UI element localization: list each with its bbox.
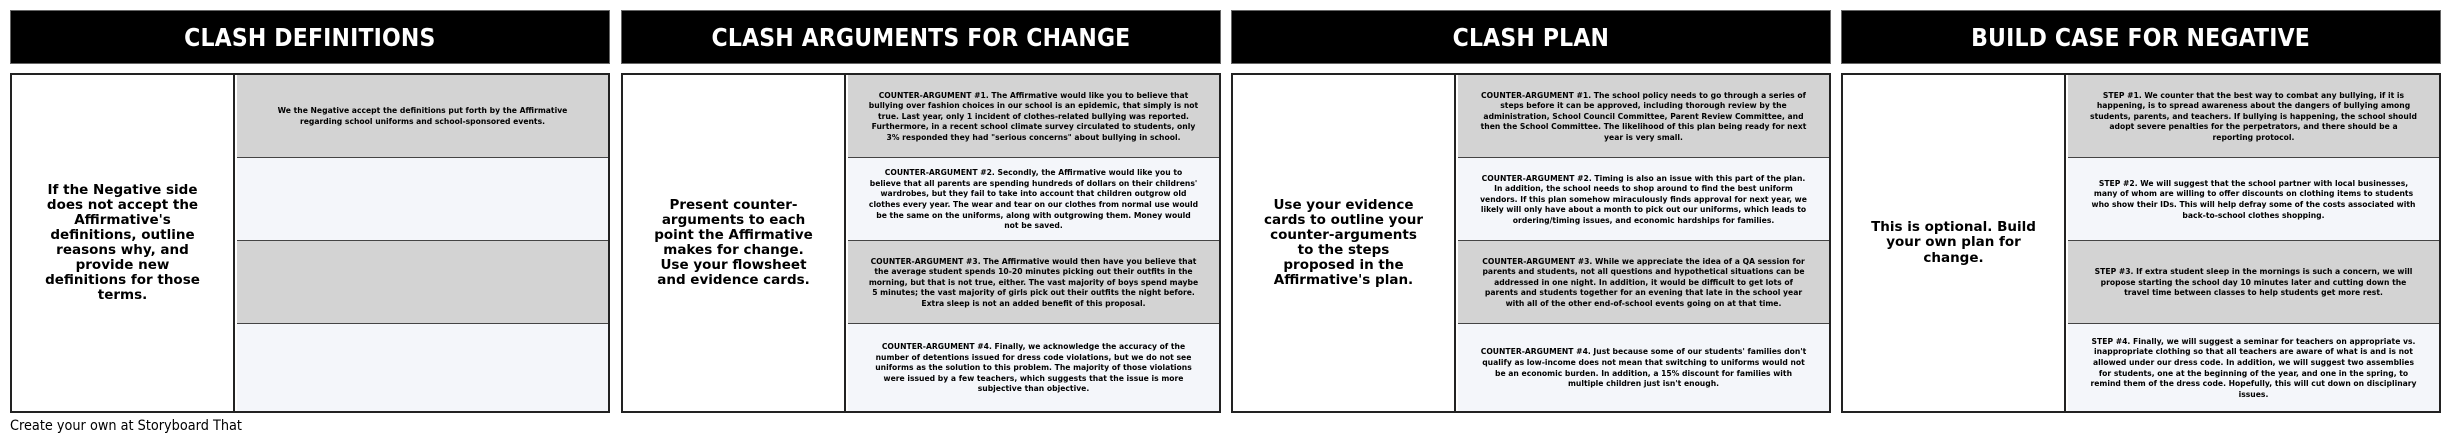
prompt-cell: Use your evidence cards to outline your counter-arguments to the steps proposed in the Affirmative's plan. bbox=[1233, 75, 1456, 411]
column-body bbox=[10, 73, 610, 413]
cell-row-1: COUNTER-ARGUMENT #1. The school policy needs to go through a series of steps before it can be approved, including thorough review by the administration, School Council Committee, Parent Review Committee, and then the School Committee. The likelihood of this plan being ready for next year is very small. bbox=[1458, 75, 1829, 158]
prompt-cell: Present counter-arguments to each point the Affirmative makes for change. Use your flowsheet and evidence cards. bbox=[623, 75, 846, 411]
cell-row-4: STEP #4. Finally, we will suggest a seminar for teachers on appropriate vs. inappropriate clothing so that all teachers are aware of what is and is not allowed under our dress code. In addition, we will suggest two assemblies for students, one at the beginning of the year, and one in the spring, to remind them of the dress code. Hopefully, this will cut down on disciplinary issues. bbox=[2068, 324, 2439, 411]
prompt-cell: This is optional. Build your own plan for change. bbox=[1843, 75, 2066, 411]
cell-row-2 bbox=[237, 158, 608, 241]
cell-row-4: COUNTER-ARGUMENT #4. Just because some of our students' families don't qualify as low-income does not mean that switching to uniforms would not be an economic burden. In addition, a 15% discount for families with multiple children just isn't enough. bbox=[1458, 324, 1829, 411]
cell-row-4: COUNTER-ARGUMENT #4. Finally, we acknowledge the accuracy of the number of detentions issued for dress code violations, but we do not see uniforms as the solution to this problem. The majority of those violations were issued by a few teachers, which suggests that the issue is more subjective than objective. bbox=[848, 324, 1219, 411]
cell-row-3: STEP #3. If extra student sleep in the mornings is such a concern, we will propose starting the school day 10 minutes later and cutting down the travel time between classes to help students get more rest. bbox=[2068, 241, 2439, 324]
cell-row-2: STEP #2. We will suggest that the school partner with local businesses, many of whom are willing to offer discounts on clothing items to students who show their IDs. This will help defray some of the costs associated with back-to-school clothes shopping. bbox=[2068, 158, 2439, 241]
cell-row-1: We the Negative accept the definitions put forth by the Affirmative regarding school uniforms and school-sponsored events. bbox=[237, 75, 608, 158]
column-header: BUILD CASE FOR NEGATIVE bbox=[1841, 10, 2441, 64]
column-body bbox=[621, 73, 1221, 413]
cell-row-1: STEP #1. We counter that the best way to combat any bullying, if it is happening, is to spread awareness about the dangers of bullying among students, parents, and teachers. If bullying is happening, the school should adopt severe penalties for the perpetrators, and there should be a reporting protocol. bbox=[2068, 75, 2439, 158]
column-header: CLASH PLAN bbox=[1231, 10, 1831, 64]
column-clash-plan bbox=[1231, 10, 1831, 412]
cell-row-1: COUNTER-ARGUMENT #1. The Affirmative would like you to believe that bullying over fashion choices in our school is an epidemic, that simply is not true. Last year, only 1 incident of clothes-related bullying was reported. Furthermore, in a recent school climate survey circulated to students, only 3% responded they had "serious concerns" about bullying in school. bbox=[848, 75, 1219, 158]
prompt-cell: If the Negative side does not accept the Affirmative's definitions, outline reasons why, and provide new definitions for those terms. bbox=[12, 75, 235, 411]
column-clash-definitions bbox=[10, 10, 610, 412]
footer-credit[interactable]: Create your own at Storyboard That bbox=[10, 418, 242, 434]
cells-stack bbox=[237, 75, 608, 411]
cell-row-3: COUNTER-ARGUMENT #3. While we appreciate the idea of a QA session for parents and students, not all questions and hypothetical situations can be addressed in one night. In addition, it would be difficult to get lots of parents and students together for an evening that late in the school year with all of the other end-of-school events going on at that time. bbox=[1458, 241, 1829, 324]
column-clash-arguments-for-change bbox=[621, 10, 1221, 412]
cell-row-2: COUNTER-ARGUMENT #2. Secondly, the Affirmative would like you to believe that all parents are spending hundreds of dollars on their childrens' wardrobes, but they fail to take into account that children outgrow old clothes every year. The wear and tear on our clothes from normal use would be the same on the uniforms, along with outgrowing them. Money would not be saved. bbox=[848, 158, 1219, 241]
column-build-case-for-negative bbox=[1841, 10, 2441, 412]
column-header: CLASH ARGUMENTS FOR CHANGE bbox=[621, 10, 1221, 64]
cells-stack bbox=[2068, 75, 2439, 411]
cell-row-4 bbox=[237, 324, 608, 411]
column-body bbox=[1841, 73, 2441, 413]
cell-row-3: COUNTER-ARGUMENT #3. The Affirmative would then have you believe that the average student spends 10-20 minutes picking out their outfits in the morning, but that is not true, either. The vast majority of boys spend maybe 5 minutes; the vast majority of girls pick out their outfits the night before. Extra sleep is not an added benefit of this proposal. bbox=[848, 241, 1219, 324]
column-body bbox=[1231, 73, 1831, 413]
cell-row-2: COUNTER-ARGUMENT #2. Timing is also an issue with this part of the plan. In addition, the school needs to shop around to find the best uniform vendors. If this plan somehow miraculously finds approval for next year, we likely will only have about a month to pick out our uniforms, which leads to ordering/timing issues, and economic hardships for families. bbox=[1458, 158, 1829, 241]
cells-stack bbox=[848, 75, 1219, 411]
cells-stack bbox=[1458, 75, 1829, 411]
cell-row-3 bbox=[237, 241, 608, 324]
column-header: CLASH DEFINITIONS bbox=[10, 10, 610, 64]
